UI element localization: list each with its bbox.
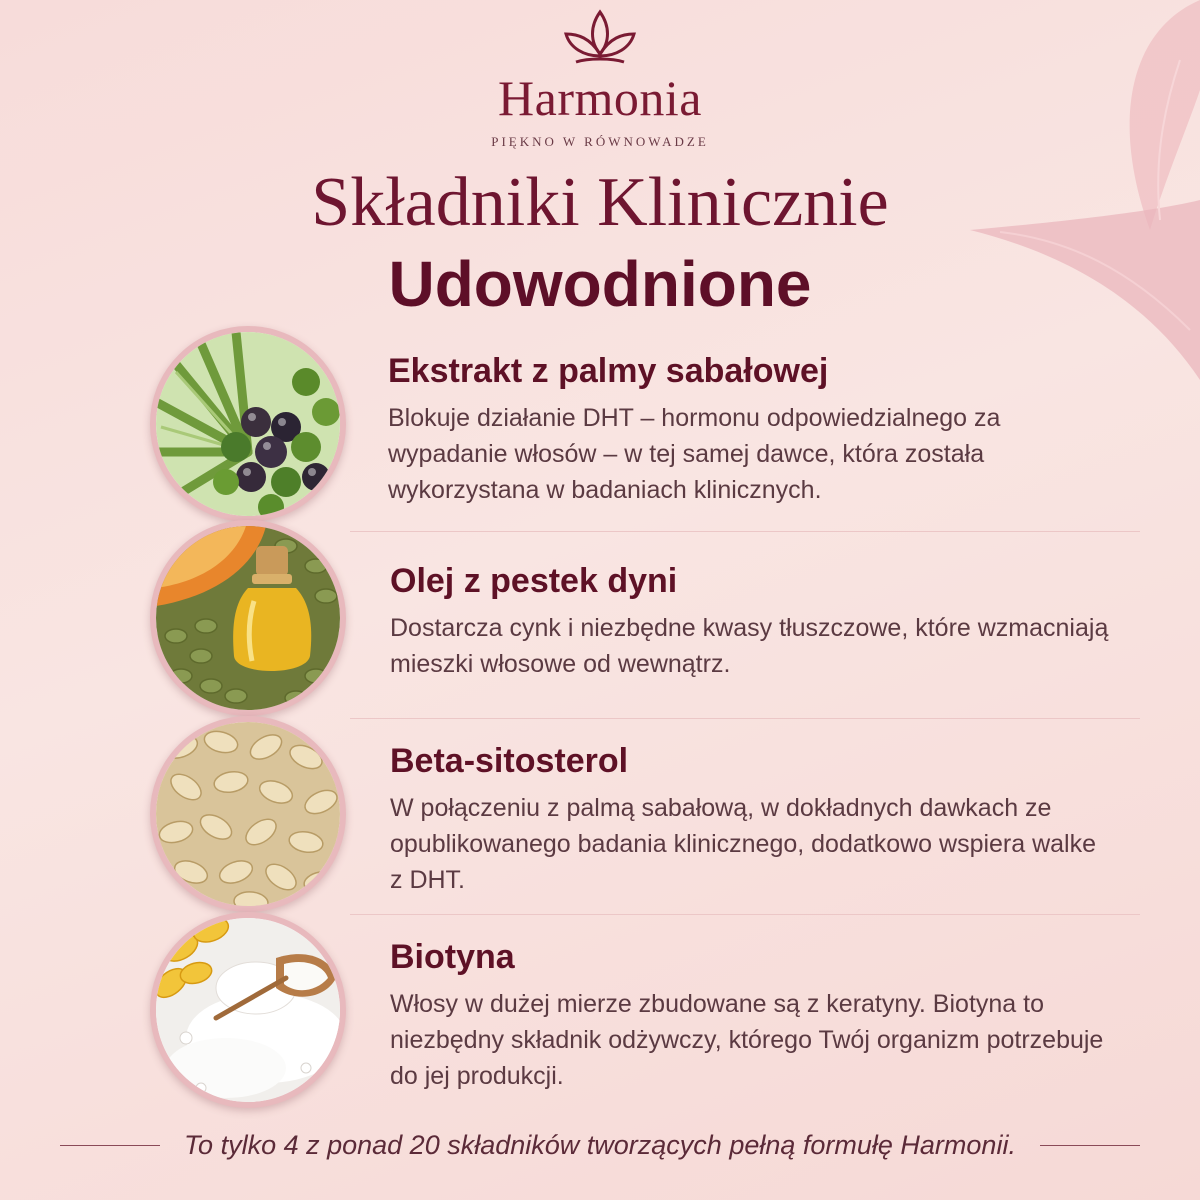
brand-tagline: PIĘKNO W RÓWNOWADZE — [491, 134, 709, 149]
page-title-line2: Udowodnione — [388, 248, 812, 320]
footer-note: To tylko 4 z ponad 20 składników tworzących pełną formułę Harmonii. — [184, 1130, 1016, 1160]
brand-name: Harmonia — [498, 70, 702, 126]
ingredient-item — [150, 326, 1150, 516]
seed-flakes-image — [150, 716, 346, 912]
saw-palmetto-image — [150, 326, 346, 522]
brand-logo — [0, 8, 1200, 150]
ingredient-title: Beta-sitosterol — [390, 742, 629, 780]
pumpkin-seed-oil-image — [150, 520, 346, 716]
ingredient-title: Ekstrakt z palmy sabałowej — [388, 352, 829, 390]
ingredient-title: Olej z pestek dyni — [390, 562, 678, 600]
footer — [0, 1126, 1200, 1166]
ingredient-item — [150, 716, 1150, 906]
footer-rule-right — [1040, 1145, 1140, 1146]
ingredient-description: Blokuje działanie DHT – hormonu odpowiedzialnego za wypadanie włosów – w tej samej dawce, która została wykorzystana w badaniach klinicznych. — [388, 404, 1001, 504]
page-title-line1: Składniki Klinicznie — [311, 164, 889, 241]
lotus-icon — [560, 8, 640, 70]
ingredient-description: Dostarcza cynk i niezbędne kwasy tłuszczowe, które wzmacniają mieszki włosowe od wewnątrz. — [390, 614, 1109, 678]
ingredient-title: Biotyna — [390, 938, 515, 976]
biotin-powder-image — [150, 912, 346, 1108]
ingredient-item — [150, 520, 1150, 710]
ingredient-description: Włosy w dużej mierze zbudowane są z keratyny. Biotyna to niezbędny składnik odżywczy, którego Twój organizm potrzebuje do jej produkcji. — [390, 990, 1104, 1090]
ingredient-description: W połączeniu z palmą sabałową, w dokładnych dawkach ze opublikowanego badania klinicznego, dodatkowo wspiera walke z DHT. — [390, 794, 1097, 894]
ingredient-item — [150, 912, 1150, 1102]
